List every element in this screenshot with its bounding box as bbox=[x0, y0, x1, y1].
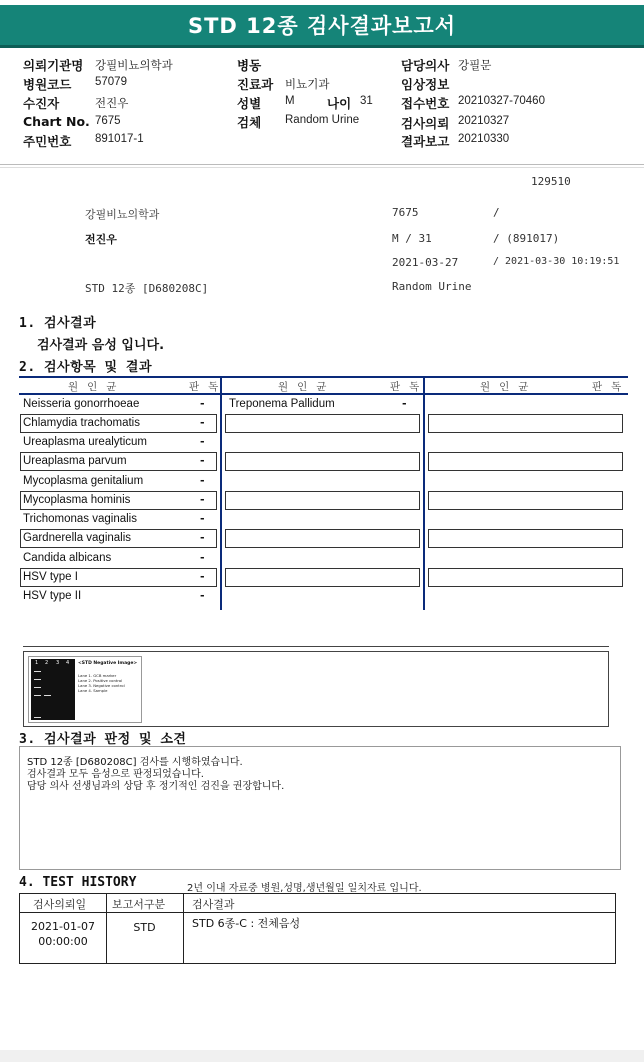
empty-cell bbox=[225, 414, 420, 433]
history-row-type: STD bbox=[133, 921, 156, 934]
request-date-value: 20210327 bbox=[458, 115, 510, 127]
empty-cell bbox=[428, 414, 623, 433]
gel-image bbox=[28, 656, 142, 723]
info-clinic: 강필비뇨의학과 bbox=[85, 208, 160, 221]
gel-band bbox=[34, 695, 41, 696]
col1-organism-header: 원인균 bbox=[68, 381, 126, 393]
organism-name: Treponema Pallidum bbox=[229, 398, 335, 410]
report-title: STD 12종 검사결과보고서 bbox=[187, 14, 456, 38]
opinion-line: 담당 의사 선생님과의 상담 후 정기적인 검진을 권장합니다. bbox=[27, 781, 285, 792]
info-test: STD 12종 [D680208C] bbox=[85, 282, 209, 295]
sex-label: 성별 bbox=[237, 96, 262, 111]
gel-legend-item: Lane 3. Negative control bbox=[78, 683, 125, 688]
gel-legend-item: Lane 2. Positive control bbox=[78, 678, 123, 683]
info-chart: 7675 bbox=[392, 206, 419, 219]
info-specimen: Random Urine bbox=[392, 280, 472, 293]
grid-divider-1 bbox=[220, 376, 222, 610]
col3-result-header: 판독 bbox=[592, 381, 631, 393]
history-table-header bbox=[20, 894, 615, 913]
lane-number: 4 bbox=[66, 660, 70, 666]
empty-cell bbox=[225, 529, 420, 548]
history-row-date: 2021-01-07 bbox=[31, 920, 95, 933]
grid-top-border bbox=[19, 376, 628, 378]
hospital-code-label: 병원코드 bbox=[23, 77, 72, 92]
organism-result: - bbox=[200, 474, 205, 487]
resident-no-value: 891017-1 bbox=[95, 133, 144, 145]
receipt-no-label: 접수번호 bbox=[401, 96, 450, 111]
organism-result: - bbox=[402, 397, 407, 410]
col2-result-header: 판독 bbox=[390, 381, 429, 393]
info-patient: 전진우 bbox=[85, 233, 117, 246]
col1-result-header: 판독 bbox=[189, 381, 228, 393]
gel-band bbox=[34, 671, 41, 672]
lane-number: 2 bbox=[45, 660, 49, 666]
clinic-value: 강필비뇨의학과 bbox=[95, 60, 173, 72]
organism-result: - bbox=[200, 416, 205, 429]
lane-number: 1 bbox=[35, 660, 39, 666]
report-date-label: 결과보고 bbox=[401, 134, 450, 149]
specimen-value: Random Urine bbox=[285, 114, 360, 126]
section-2-title: 2. 검사항목 및 결과 bbox=[19, 360, 153, 375]
organism-name: Neisseria gonorrhoeae bbox=[23, 398, 140, 410]
gel-legend-item: Lane 1. GCB marker bbox=[78, 673, 117, 678]
info-sex-age: M / 31 bbox=[392, 232, 432, 245]
sex-value: M bbox=[285, 95, 295, 107]
age-label: 나이 bbox=[327, 96, 352, 111]
organism-name: Gardnerella vaginalis bbox=[23, 532, 132, 544]
resident-no-label: 주민번호 bbox=[23, 134, 72, 149]
clinic-label: 의뢰기관명 bbox=[23, 58, 84, 73]
dept-label: 진료과 bbox=[237, 77, 274, 92]
lane-number: 3 bbox=[56, 660, 60, 666]
header-divider-light bbox=[0, 167, 644, 168]
page-bottom-bar bbox=[0, 1050, 644, 1062]
chart-no-label: Chart No. bbox=[23, 114, 90, 129]
opinion-box bbox=[19, 746, 621, 870]
clinical-info-label: 임상정보 bbox=[401, 77, 450, 92]
section-4-title: 4. TEST HISTORY bbox=[19, 875, 137, 890]
organism-result: - bbox=[200, 531, 205, 544]
divider-line bbox=[23, 646, 609, 647]
info-date1: 2021-03-27 bbox=[392, 256, 459, 269]
col3-organism-header: 원인균 bbox=[480, 381, 538, 393]
gel-title: <STD Negative Image> bbox=[78, 661, 138, 666]
empty-cell bbox=[428, 568, 623, 587]
organism-result: - bbox=[200, 570, 205, 583]
id-number: 129510 bbox=[531, 175, 571, 188]
dept-value: 비뇨기과 bbox=[285, 79, 330, 91]
organism-result: - bbox=[200, 454, 205, 467]
history-note: 2년 이내 자료중 병원,성명,생년월일 일치자료 입니다. bbox=[187, 883, 422, 894]
gel-band bbox=[34, 679, 41, 680]
report-date-value: 20210330 bbox=[458, 133, 510, 145]
organism-result: - bbox=[200, 551, 205, 564]
organism-name: Candida albicans bbox=[23, 552, 112, 564]
age-value: 31 bbox=[360, 95, 373, 107]
section-1-title: 1. 검사결과 bbox=[19, 316, 97, 331]
empty-cell bbox=[428, 529, 623, 548]
info-date2: / 2021-03-30 10:19:51 bbox=[493, 256, 620, 267]
info-birth: / (891017) bbox=[493, 232, 560, 245]
organism-result: - bbox=[200, 512, 205, 525]
history-col-divider bbox=[183, 894, 184, 963]
gel-legend-item: Lane 4. Sample bbox=[78, 688, 108, 693]
organism-name: Ureaplasma parvum bbox=[23, 455, 127, 467]
gel-band bbox=[34, 717, 41, 718]
specimen-label: 검체 bbox=[237, 115, 262, 130]
organism-name: Trichomonas vaginalis bbox=[23, 513, 137, 525]
organism-result: - bbox=[200, 435, 205, 448]
doctor-value: 강필문 bbox=[458, 60, 492, 72]
receipt-no-value: 20210327-70460 bbox=[458, 95, 545, 107]
gel-band bbox=[44, 695, 51, 696]
col2-organism-header: 원인균 bbox=[278, 381, 336, 393]
history-header-type: 보고서구분 bbox=[112, 898, 166, 911]
grid-divider-2 bbox=[423, 376, 425, 610]
doctor-label: 담당의사 bbox=[401, 58, 450, 73]
opinion-line: 검사결과 모두 음성으로 판정되었습니다. bbox=[27, 769, 204, 780]
history-row-result: STD 6종-C : 전체음성 bbox=[192, 917, 301, 930]
history-table bbox=[19, 893, 616, 964]
section-3-title: 3. 검사결과 판정 및 소견 bbox=[19, 732, 187, 747]
section-1-result: 검사결과 음성 입니다. bbox=[37, 338, 165, 353]
empty-cell bbox=[225, 452, 420, 471]
empty-cell bbox=[428, 491, 623, 510]
empty-cell bbox=[428, 452, 623, 471]
hospital-code-value: 57079 bbox=[95, 76, 127, 88]
header-divider bbox=[0, 164, 644, 165]
organism-name: Ureaplasma urealyticum bbox=[23, 436, 147, 448]
request-date-label: 검사의뢰 bbox=[401, 116, 450, 131]
organism-name: HSV type II bbox=[23, 590, 82, 602]
gel-band bbox=[34, 687, 41, 688]
chart-no-value: 7675 bbox=[95, 115, 121, 127]
ward-label: 병동 bbox=[237, 58, 262, 73]
gel-lanes bbox=[31, 659, 75, 720]
empty-cell bbox=[225, 491, 420, 510]
patient-label: 수진자 bbox=[23, 96, 60, 111]
organism-name: Chlamydia trachomatis bbox=[23, 417, 140, 429]
opinion-line: STD 12종 [D680208C] 검사를 시행하였습니다. bbox=[27, 757, 243, 768]
history-header-date: 검사의뢰일 bbox=[33, 898, 87, 911]
organism-result: - bbox=[200, 589, 205, 602]
history-header-result: 검사결과 bbox=[192, 898, 235, 911]
info-slash: / bbox=[493, 206, 500, 219]
organism-name: Mycoplasma hominis bbox=[23, 494, 131, 506]
history-row-time: 00:00:00 bbox=[38, 935, 88, 948]
empty-cell bbox=[225, 568, 420, 587]
organism-name: Mycoplasma genitalium bbox=[23, 475, 144, 487]
organism-name: HSV type I bbox=[23, 571, 78, 583]
patient-value: 전진우 bbox=[95, 98, 129, 110]
organism-result: - bbox=[200, 493, 205, 506]
organism-result: - bbox=[200, 397, 205, 410]
